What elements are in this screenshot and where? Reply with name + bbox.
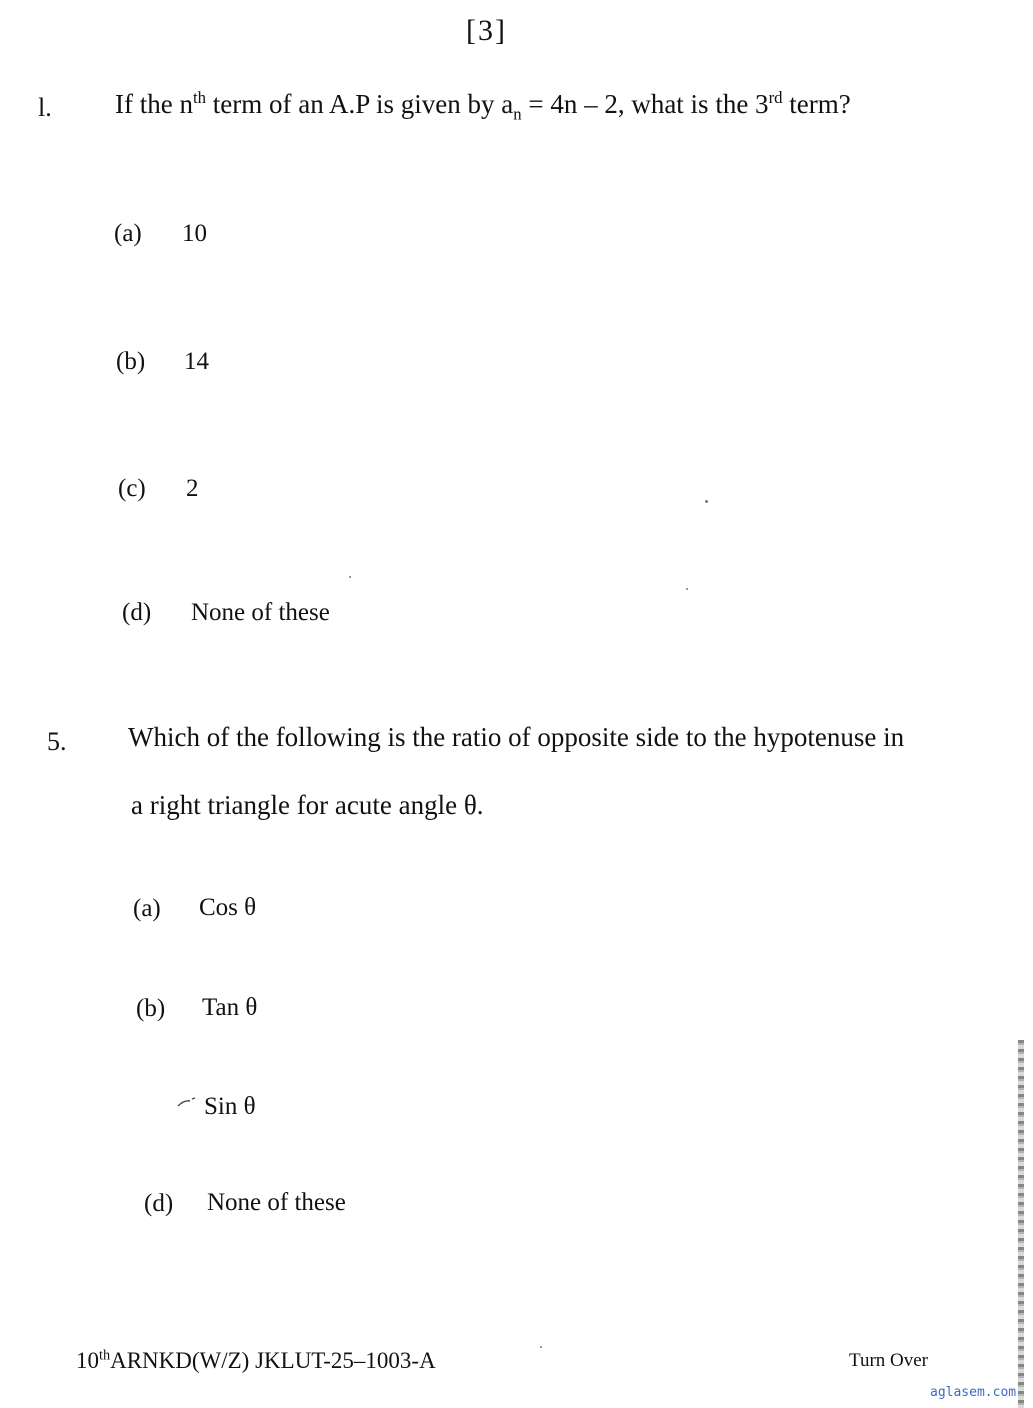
question-text-part: If the n: [115, 89, 193, 119]
option-label: (a): [133, 895, 161, 922]
option-text: Sin θ: [204, 1093, 256, 1120]
option-text: Tan θ: [202, 994, 258, 1021]
superscript: rd: [768, 88, 783, 107]
question-text: [115, 88, 851, 124]
option-label: (d): [144, 1190, 174, 1217]
option-text: None of these: [207, 1189, 346, 1216]
subscript: n: [513, 104, 522, 124]
option-text: Cos θ: [199, 894, 257, 921]
question-number: 5.: [47, 727, 67, 756]
scan-speck: [705, 500, 708, 503]
question-text-part: = 4n – 2, what is the 3: [521, 89, 769, 119]
scan-speck: [349, 576, 351, 578]
option-text: 14: [184, 348, 209, 375]
question-text-part: term of an A.P is given by a: [206, 89, 514, 119]
superscript: th: [99, 1347, 111, 1364]
option-label: (b): [116, 348, 146, 375]
paper-code: [76, 1348, 436, 1374]
question-text-line: Which of the following is the ratio of opposite side to the hypotenuse in: [128, 722, 905, 752]
tick-mark-icon: [176, 1096, 198, 1110]
watermark: aglasem.com: [930, 1385, 1017, 1400]
question-text-part: term?: [782, 89, 851, 119]
question-number: l.: [38, 93, 52, 122]
paper-code-text: ARNKD(W/Z) JKLUT-25–1003-A: [110, 1348, 436, 1373]
scan-speck: [540, 1346, 542, 1348]
question-text-line: a right triangle for acute angle θ.: [131, 790, 484, 820]
option-text: None of these: [191, 599, 330, 626]
option-text: 10: [182, 220, 207, 247]
option-label: (c): [118, 475, 146, 502]
scan-edge-artifact: [1018, 1040, 1024, 1408]
option-label: (b): [136, 995, 166, 1022]
option-label: (d): [122, 599, 152, 626]
option-text: 2: [186, 475, 199, 502]
paper-code-class: 10: [76, 1348, 99, 1373]
page-number: [3]: [466, 14, 507, 47]
superscript: th: [192, 88, 206, 107]
scan-speck: [686, 588, 688, 590]
turn-over-note: Turn Over: [849, 1350, 928, 1371]
option-label: (a): [114, 220, 142, 247]
